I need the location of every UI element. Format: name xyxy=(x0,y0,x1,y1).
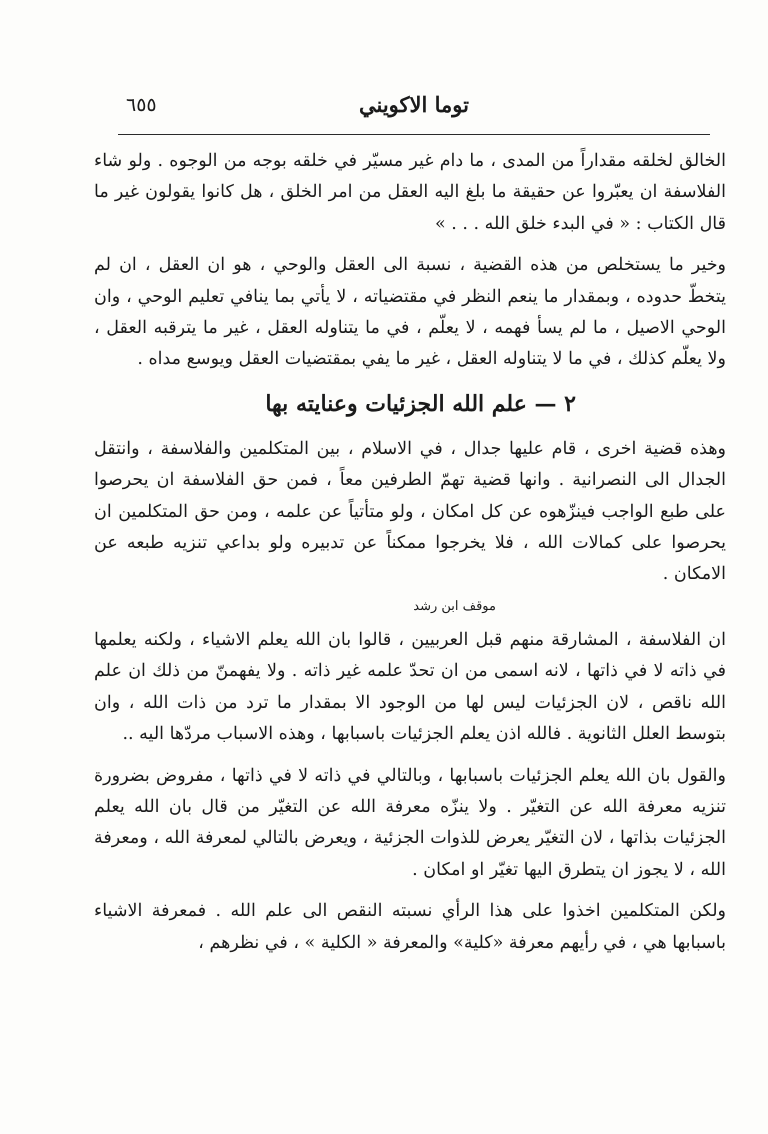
paragraph: ان الفلاسفة ، المشارقة منهم قبل العربيين ، قالوا بان الله يعلم الاشياء ، ولكنه يعلمها في ذاته لا في ذاتها ، لانه اسمى من ان تحدّ علمه غير ذاته . ولا يفهمنّ من ذلك ان علم الله ناقص ، لان الجزئيات ليس لها من الوجود الا بمقدار ما ترد من ذات الله ، وان بتوسط العلل الثانوية . فالله اذن يعلم الجزئيات باسبابها ، وهذه الاسباب مردّها اليه .. xyxy=(94,629,726,745)
body-text xyxy=(94,146,726,959)
page-number: ٦٥٥ xyxy=(126,94,157,116)
header-rule xyxy=(118,134,710,135)
paragraph: ولكن المتكلمين اخذوا على هذا الرأي نسبته النقص الى علم الله . فمعرفة الاشياء باسبابها هي ، في رأيهم معرفة «كلية» والمعرفة « الكلية » ، في نظرهم ، xyxy=(94,901,726,953)
paragraph-gap xyxy=(94,240,726,250)
paragraph: والقول بان الله يعلم الجزئيات باسبابها ، وبالتالي في ذاته لا في ذاتها ، مفروض بضرورة تنزيه معرفة الله عن التغيّر . ولا ينزّه معرفة الله عن التغيّر من قال بان الله يعلم الجزئيات بذاتها ، لان التغيّر يعرض للذوات الجزئية ، ويعرض بالتالي لمعرفة الله ، ومعرفة الله ، لا يجوز ان يتطرق اليها تغيّر او امكان . xyxy=(94,765,726,880)
paragraph: وخير ما يستخلص من هذه القضية ، نسبة الى العقل والوحي ، هو ان العقل ، ان لم يتخطّ حدوده ، وبمقدار ما ينعم النظر في مقتضياته ، لا يأتي بما ينافي تعليم الوحي ، وان الوحي الاصيل ، ما لم يسأ فهمه ، لا يعلّم ، في ما يتناوله العقل ، غير ما يترقبه العقل ، ولا يعلّم كذلك ، في ما لا يتناوله العقل ، غير ما يفي بمقتضيات العقل ويوسع مداه . xyxy=(94,255,726,370)
paragraph-gap xyxy=(94,886,726,896)
paragraph: وهذه قضية اخرى ، قام عليها جدال ، في الاسلام ، بين المتكلمين والفلاسفة ، وانتقل الجدال الى النصرانية . وانها قضية تهمّ الطرفين معاً ، فمن حق الفلاسفة ان يحرصوا على طبع الواجب فينزّهوه عن كل امكان ، ولو متأتياً عن علمه ، ومن حق المتكلمين ان يحرصوا على كمالات الله ، فلا يخرجوا ممكناً عن تدبيره ولو بداعي تنزيه طبعه عن الامكان . xyxy=(94,438,726,585)
paragraph: الخالق لخلقه مقداراً من المدى ، ما دام غير مسيّر في خلقه بوجه من الوجوه . ولو شاء الفلاسفة ان يعبّروا عن حقيقة ما بلغ اليه العقل من امر الخلق ، هل كانوا يقولون غير ما قال الكتاب : « في البدء خلق الله . . . » xyxy=(94,151,726,234)
page-header xyxy=(118,92,710,132)
running-title: توما الاكويني xyxy=(359,92,469,117)
paragraph-gap xyxy=(94,751,726,761)
section-heading: ٢ — علم الله الجزئيات وعنايته بها xyxy=(265,390,576,417)
sub-heading: موقف ابن رشد xyxy=(413,598,496,614)
